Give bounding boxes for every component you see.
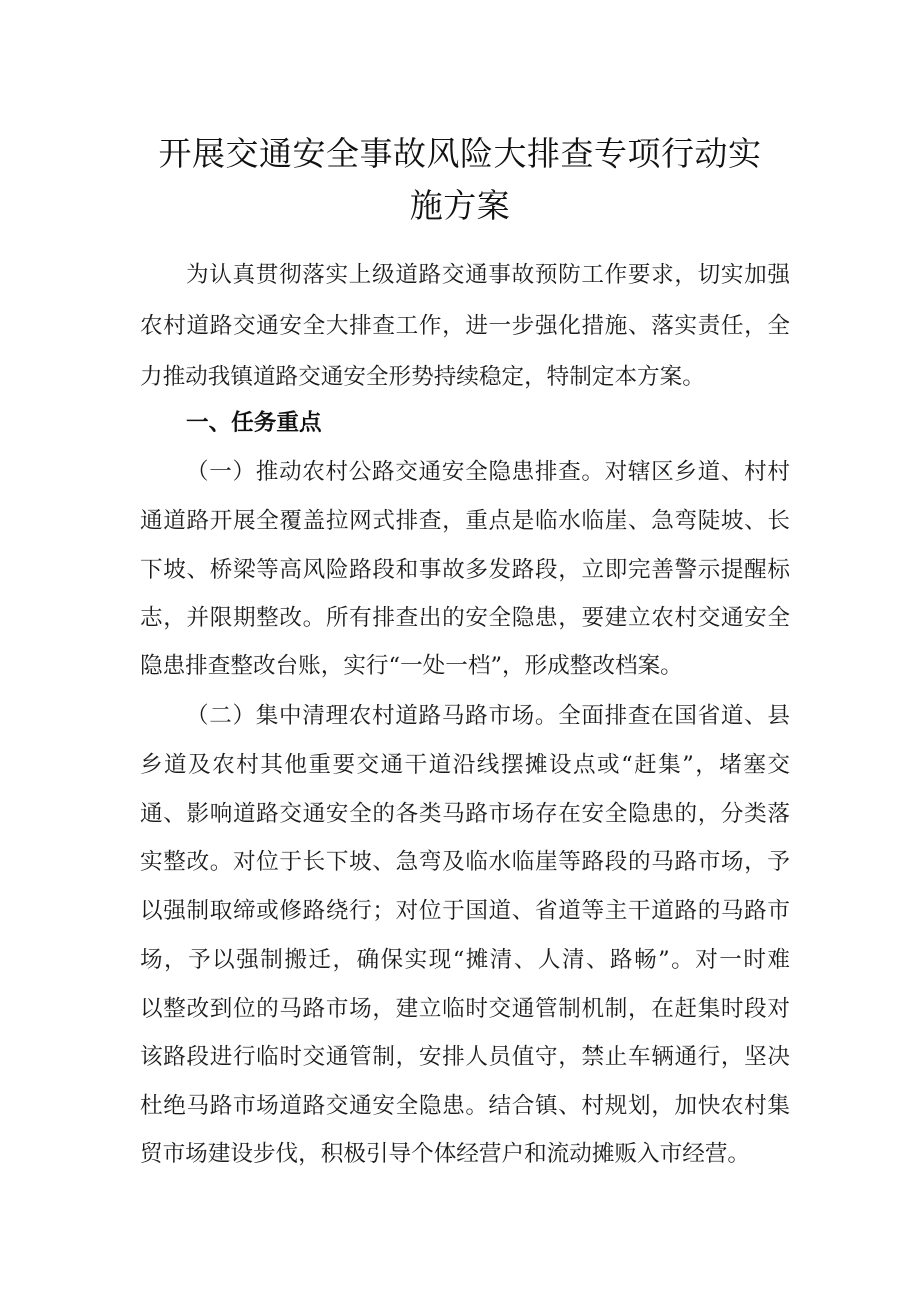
item2-paragraph-line: 通、影响道路交通安全的各类马路市场存在安全隐患的，分类落 — [140, 801, 790, 827]
item2-paragraph-line: 贸市场建设步伐，积极引导个体经营户和流动摊贩入市经营。 — [140, 1141, 751, 1167]
item1-paragraph-line: 志，并限期整改。所有排查出的安全隐患，要建立农村交通安全 — [140, 605, 790, 631]
document-title-line-2: 施方案 — [409, 186, 511, 225]
item2-paragraph-line: 杜绝马路市场道路交通安全隐患。结合镇、村规划，加快农村集 — [140, 1093, 790, 1119]
item2-paragraph-line: 场，予以强制搬迁，确保实现“摊清、人清、路畅”。对一时难 — [140, 947, 790, 973]
item2-paragraph-line: 该路段进行临时交通管制，安排人员值守，禁止车辆通行，坚决 — [140, 1044, 790, 1070]
intro-paragraph-line: 力推动我镇道路交通安全形势持续稳定，特制定本方案。 — [140, 364, 705, 390]
item2-paragraph-line: （二）集中清理农村道路马路市场。全面排查在国省道、县 — [186, 703, 790, 729]
item1-paragraph-line: （一）推动农村公路交通安全隐患排查。对辖区乡道、村村 — [186, 459, 790, 485]
item1-paragraph-line: 隐患排查整改台账，实行“一处一档”，形成整改档案。 — [140, 653, 683, 679]
item1-paragraph-line: 下坡、桥梁等高风险路段和事故多发路段，立即完善警示提醒标 — [140, 557, 790, 583]
item2-paragraph-line: 以整改到位的马路市场，建立临时交通管制机制，在赶集时段对 — [140, 996, 790, 1022]
item2-paragraph-line: 乡道及农村其他重要交通干道沿线摆摊设点或“赶集”，堵塞交 — [140, 752, 790, 778]
document-title-line-1: 开展交通安全事故风险大排查专项行动实 — [158, 134, 762, 173]
item1-paragraph-line: 通道路开展全覆盖拉网式排查，重点是临水临崖、急弯陡坡、长 — [140, 508, 790, 534]
intro-paragraph-line: 为认真贯彻落实上级道路交通事故预防工作要求，切实加强 — [186, 262, 790, 288]
item2-paragraph-line: 实整改。对位于长下坡、急弯及临水临崖等路段的马路市场，予 — [140, 849, 790, 875]
item2-paragraph-line: 以强制取缔或修路绕行；对位于国道、省道等主干道路的马路市 — [140, 898, 790, 924]
intro-paragraph-line: 农村道路交通安全大排查工作，进一步强化措施、落实责任，全 — [140, 313, 790, 339]
section-heading: 一、任务重点 — [186, 410, 322, 436]
